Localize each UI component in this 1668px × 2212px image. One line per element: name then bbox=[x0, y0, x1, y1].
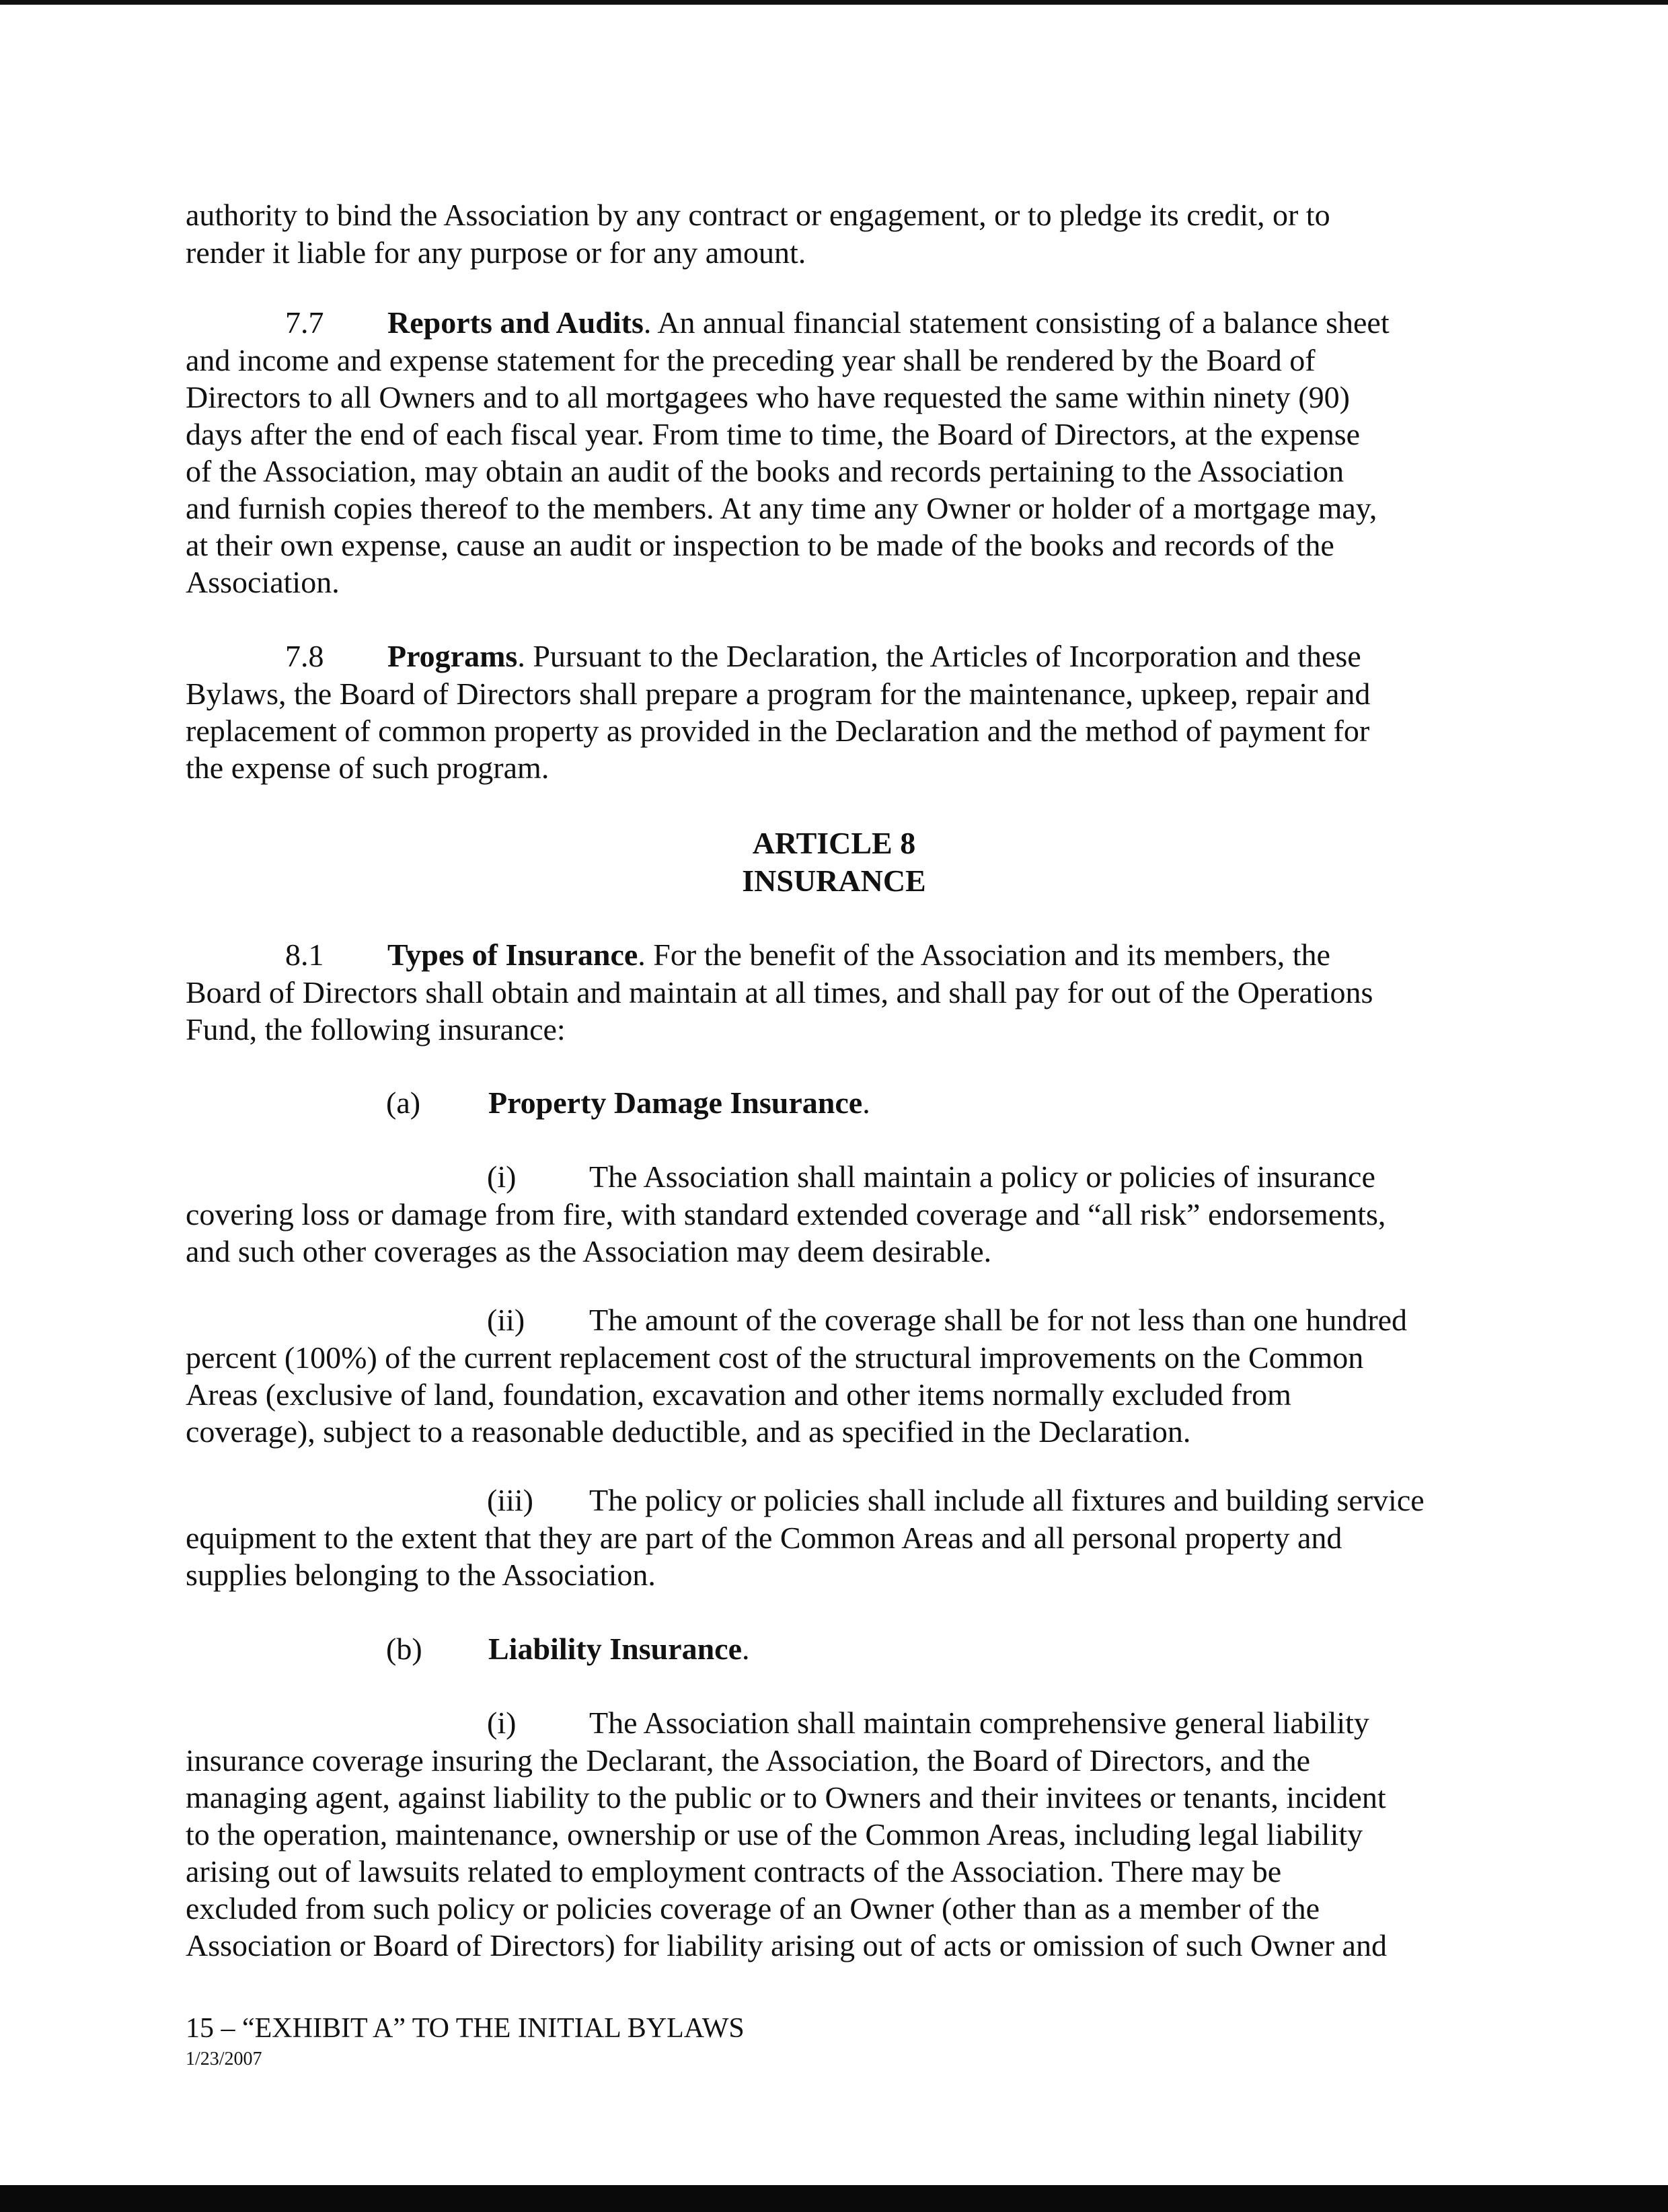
text-line: to the operation, maintenance, ownership or use of the Common Areas, including legal liability bbox=[186, 1817, 1363, 1852]
scan-bottom-edge bbox=[0, 2185, 1668, 2212]
text-line: authority to bind the Association by any contract or engagement, or to pledge its credit, or to bbox=[186, 198, 1330, 232]
text-line: at their own expense, cause an audit or inspection to be made of the books and records of the bbox=[186, 528, 1334, 562]
clause-text: The Association shall maintain comprehensive general liability bbox=[589, 1706, 1369, 1740]
text-line: Directors to all Owners and to all mortgagees who have requested the same within ninety (90) bbox=[186, 380, 1350, 414]
subsection-a bbox=[386, 1084, 870, 1122]
clause-text: The policy or policies shall include all fixtures and building service bbox=[589, 1483, 1425, 1517]
footer-date: 1/23/2007 bbox=[186, 2049, 262, 2069]
text-line: of the Association, may obtain an audit of the books and records pertaining to the Association bbox=[186, 454, 1344, 488]
text-line: Areas (exclusive of land, foundation, excavation and other items normally excluded from bbox=[186, 1377, 1291, 1412]
section-number: 7.7 bbox=[285, 305, 324, 340]
section-text: . For the benefit of the Association and its members, the bbox=[638, 938, 1330, 972]
section-text: . An annual financial statement consisting of a balance sheet bbox=[643, 305, 1390, 340]
subsection-suffix: . bbox=[862, 1085, 870, 1120]
subsection-heading: Liability Insurance bbox=[488, 1632, 743, 1666]
subsection-label: (a) bbox=[386, 1085, 421, 1120]
text-line: supplies belonging to the Association. bbox=[186, 1558, 656, 1592]
text-line: Fund, the following insurance: bbox=[186, 1012, 566, 1046]
section-number: 7.8 bbox=[285, 639, 324, 673]
text-line: Bylaws, the Board of Directors shall prepare a program for the maintenance, upkeep, repair and bbox=[186, 677, 1371, 711]
clause-label: (i) bbox=[487, 1159, 517, 1194]
section-heading: Programs bbox=[387, 639, 518, 673]
text-line: the expense of such program. bbox=[186, 751, 549, 785]
text-line: replacement of common property as provided in the Declaration and the method of payment for bbox=[186, 714, 1370, 748]
text-line: insurance coverage insuring the Declarant, the Association, the Board of Directors, and the bbox=[186, 1743, 1311, 1778]
article-title: INSURANCE bbox=[742, 864, 926, 898]
clause-first-line bbox=[487, 1301, 1407, 1339]
text-line: excluded from such policy or policies coverage of an Owner (other than as a member of the bbox=[186, 1891, 1320, 1925]
text-line: days after the end of each fiscal year. From time to time, the Board of Directors, at the expense bbox=[186, 417, 1361, 451]
subsection-heading: Property Damage Insurance bbox=[488, 1085, 863, 1120]
text-line: render it liable for any purpose or for any amount. bbox=[186, 235, 806, 270]
section-heading: Types of Insurance bbox=[387, 938, 638, 972]
text-line: coverage), subject to a reasonable deductible, and as specified in the Declaration. bbox=[186, 1414, 1191, 1449]
clause-text: The Association shall maintain a policy or policies of insurance bbox=[589, 1159, 1375, 1194]
subsection-b bbox=[386, 1630, 750, 1668]
article-number: ARTICLE 8 bbox=[752, 826, 916, 860]
section-first-line bbox=[285, 638, 1361, 675]
section-heading: Reports and Audits bbox=[387, 305, 644, 340]
clause-label: (ii) bbox=[487, 1303, 525, 1337]
text-line: Association. bbox=[186, 565, 340, 599]
clause-first-line bbox=[487, 1158, 1375, 1196]
subsection-label: (b) bbox=[386, 1632, 422, 1666]
clause-label: (i) bbox=[487, 1706, 517, 1740]
text-line: equipment to the extent that they are part of the Common Areas and all personal property and bbox=[186, 1521, 1342, 1555]
clause-text: The amount of the coverage shall be for not less than one hundred bbox=[589, 1303, 1408, 1337]
section-number: 8.1 bbox=[285, 938, 324, 972]
text-line: and income and expense statement for the preceding year shall be rendered by the Board of bbox=[186, 343, 1316, 377]
clause-label: (iii) bbox=[487, 1483, 533, 1517]
clause-first-line bbox=[487, 1704, 1369, 1742]
text-line: arising out of lawsuits related to employment contracts of the Association. There may be bbox=[186, 1854, 1282, 1889]
subsection-suffix: . bbox=[742, 1632, 750, 1666]
text-line: covering loss or damage from fire, with standard extended coverage and “all risk” endorsements, bbox=[186, 1197, 1386, 1231]
section-text: . Pursuant to the Declaration, the Articles of Incorporation and these bbox=[517, 639, 1361, 673]
text-line: and such other coverages as the Association may deem desirable. bbox=[186, 1234, 992, 1268]
clause-first-line bbox=[487, 1482, 1425, 1519]
text-line: and furnish copies thereof to the members. At any time any Owner or holder of a mortgage may, bbox=[186, 491, 1377, 525]
section-first-line bbox=[285, 936, 1330, 974]
text-line: percent (100%) of the current replacement cost of the structural improvements on the Common bbox=[186, 1340, 1364, 1375]
text-line: managing agent, against liability to the public or to Owners and their invitees or tenants, incident bbox=[186, 1780, 1386, 1815]
text-line: Association or Board of Directors) for liability arising out of acts or omission of such Owner and bbox=[186, 1928, 1387, 1962]
section-first-line bbox=[285, 304, 1390, 342]
footer-title: 15 – “EXHIBIT A” TO THE INITIAL BYLAWS bbox=[186, 2013, 745, 2044]
text-line: Board of Directors shall obtain and maintain at all times, and shall pay for out of the Operations bbox=[186, 975, 1373, 1009]
